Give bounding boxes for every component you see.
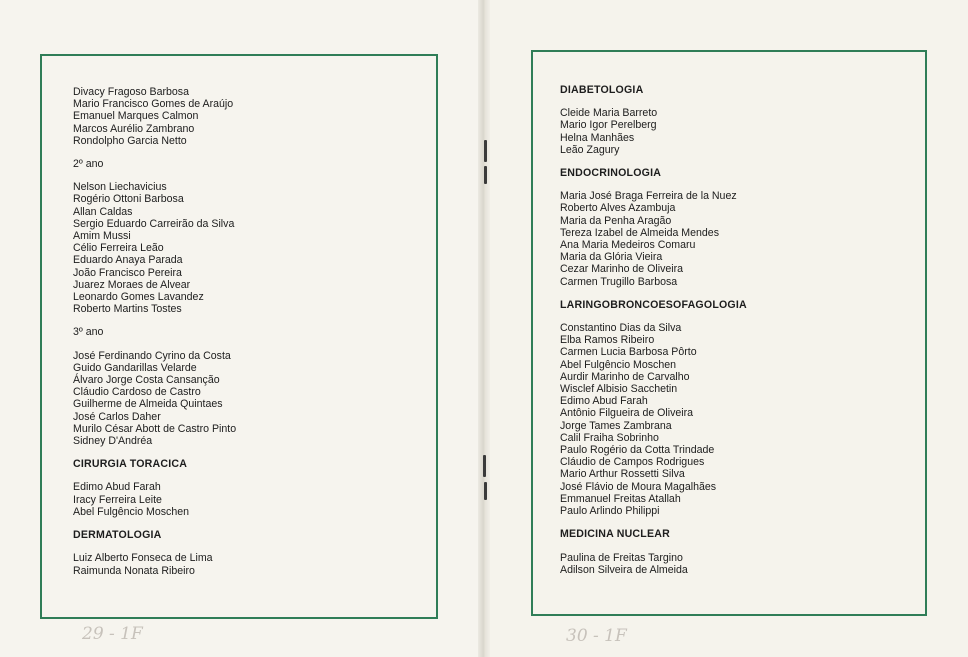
list-item: Cleide Maria Barreto [560,107,658,120]
list-item: Leonardo Gomes Lavandez [73,291,204,304]
list-item: Sidney D'Andréa [73,435,153,448]
section-heading-diabetologia: DIABETOLOGIA [560,84,644,96]
section-heading-medicina-nuclear: MEDICINA NUCLEAR [560,528,670,541]
left-page-content [73,86,423,577]
name-group [73,181,423,315]
handwritten-page-note-right: 30 - 1F [566,626,627,646]
right-page-content [560,84,910,576]
list-item: Adilson Silveira de Almeida [560,563,688,576]
list-item: Edimo Abud Farah [73,481,161,494]
list-item: Paulo Rogério da Cotta Trindade [560,444,715,457]
list-item: Cláudio de Campos Rodrigues [560,456,705,469]
book-gutter [478,0,490,657]
list-item: Nelson Liechavicius [73,181,167,194]
list-item: Allan Caldas [73,205,133,218]
section-heading-dermatologia: DERMATOLOGIA [73,529,162,542]
list-item: Helna Manhães [560,131,635,144]
list-item: Rogério Ottoni Barbosa [73,193,184,206]
list-item: Raimunda Nonata Ribeiro [73,564,195,577]
list-item: Guido Gandarillas Velarde [73,361,197,374]
list-item: Ana Maria Medeiros Comaru [560,239,696,252]
list-item: Constantino Dias da Silva [560,322,682,335]
list-item: Maria da Glória Vieira [560,251,663,264]
list-item: José Flávio de Moura Magalhães [560,480,717,493]
name-group [560,322,910,517]
list-item: Maria José Braga Ferreira de la Nuez [560,190,737,203]
list-item: Abel Fulgêncio Moschen [73,505,190,518]
list-item: Eduardo Anaya Parada [73,254,183,267]
staple-bottom [483,455,486,477]
list-item: Célio Ferreira Leão [73,242,164,255]
list-item: Paulina de Freitas Targino [560,551,683,564]
section-heading-endocrinologia: ENDOCRINOLOGIA [560,167,662,180]
name-group [73,350,423,448]
name-group [560,190,910,288]
list-item: Carmen Lucia Barbosa Pôrto [560,346,697,359]
name-group [73,481,423,518]
list-item: Emmanuel Freitas Atallah [560,492,681,505]
list-item: Jorge Tames Zambrana [560,419,672,432]
list-item: Mario Arthur Rossetti Silva [560,468,685,481]
list-item: Mario Francisco Gomes de Araújo [73,98,234,111]
section-heading-cirurgia-toracica: CIRURGIA TORACICA [73,458,188,471]
list-item: Edimo Abud Farah [560,395,648,408]
name-group [560,552,910,576]
staple-bottom-lower [484,482,487,500]
list-item: José Carlos Daher [73,410,161,423]
list-item: Abel Fulgêncio Moschen [560,358,677,371]
list-item: Mario Igor Perelberg [560,119,657,132]
year-heading-2: 2º ano [73,158,104,171]
staple-top [484,140,487,162]
list-item: Iracy Ferreira Leite [73,493,162,506]
section-heading-laringobroncoesofagologia: LARINGOBRONCOESOFAGOLOGIA [560,298,747,311]
year-heading-3: 3º ano [73,326,104,339]
list-item: Roberto Martins Tostes [73,303,182,316]
list-item: João Francisco Pereira [73,266,182,279]
handwritten-page-note-left: 29 - 1F [82,624,143,644]
list-item: Rondolpho Garcia Netto [73,134,187,147]
list-item: Calil Fraiha Sobrinho [560,431,659,444]
name-group [560,107,910,156]
list-item: Amim Mussi [73,230,131,243]
list-item: Murilo César Abott de Castro Pinto [73,422,237,435]
list-item: Álvaro Jorge Costa Cansanção [73,374,220,387]
list-item: Maria da Penha Aragão [560,214,672,227]
name-group [73,552,423,576]
list-item: Guilherme de Almeida Quintaes [73,398,223,411]
list-item: Roberto Alves Azambuja [560,202,676,215]
list-item: Leão Zagury [560,143,620,156]
list-item: Elba Ramos Ribeiro [560,334,655,347]
list-item: Sergio Eduardo Carreirão da Silva [73,217,235,230]
list-item: Carmen Trugillo Barbosa [560,275,678,288]
list-item: Aurdir Marinho de Carvalho [560,370,690,383]
list-item: Paulo Arlindo Philippi [560,505,660,518]
list-item: Tereza Izabel de Almeida Mendes [560,226,719,239]
list-item: José Ferdinando Cyrino da Costa [73,349,231,362]
list-item: Marcos Aurélio Zambrano [73,122,195,135]
list-item: Antônio Filgueira de Oliveira [560,407,694,420]
list-item: Luiz Alberto Fonseca de Lima [73,552,213,565]
name-group [73,86,423,147]
list-item: Wisclef Albisio Sacchetin [560,383,678,396]
staple-top-lower [484,166,487,184]
list-item: Cezar Marinho de Oliveira [560,263,684,276]
list-item: Juarez Moraes de Alvear [73,278,191,291]
list-item: Divacy Fragoso Barbosa [73,86,189,98]
list-item: Cláudio Cardoso de Castro [73,386,201,399]
list-item: Emanuel Marques Calmon [73,110,199,123]
